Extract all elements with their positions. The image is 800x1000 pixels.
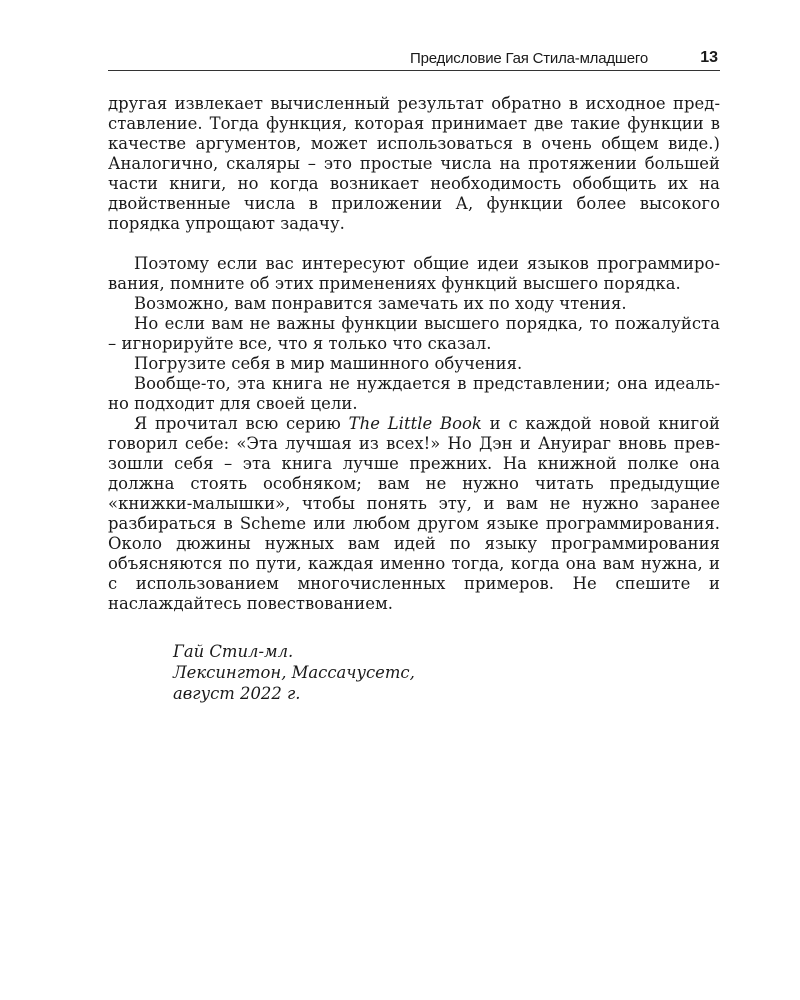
signature-block bbox=[173, 641, 415, 704]
paragraph: Погрузите себя в мир машинного обучения. bbox=[134, 354, 523, 373]
paragraph-continued: другая извлекает вычисленный результат обратно в исходное представление. Тогда функция, которая принимает две такие функции в качестве аргументов, может использоваться в очень общем виде.) Аналогично, скаляры – это простые числа на протяжении большей части книги, но когда возникает необходимость обобщить их на двойственные числа в приложении А, функции более высокого порядка упрощают задачу. bbox=[108, 94, 720, 233]
paragraph: Вообще-то, эта книга не нуждается в представлении; она идеально подходит для своей цели. bbox=[108, 374, 720, 413]
running-header bbox=[108, 48, 720, 71]
signature-name: Гай Стил-мл. bbox=[173, 642, 294, 661]
paragraph-book-series bbox=[108, 414, 720, 614]
paragraph: Поэтому если вас интересуют общие идеи языков программирования, помните об этих применениях функций высшего порядка. bbox=[108, 254, 720, 293]
page-body bbox=[108, 94, 720, 614]
paragraph: Но если вам не важны функции высшего порядка, то пожалуйста – игнорируйте все, что я только что сказал. bbox=[108, 314, 720, 353]
paragraph: Возможно, вам понравится замечать их по ходу чтения. bbox=[134, 294, 627, 313]
book-series-title: The Little Book bbox=[348, 414, 482, 433]
signature-place: Лексингтон, Массачусетс, bbox=[173, 663, 415, 682]
signature-date: август 2022 г. bbox=[173, 684, 301, 703]
paragraph-text-after-title: и с каждой новой книгой говорил себе: «Эта лучшая из всех!» Но Дэн и Ануираг вновь превзошли себя – эта книга лучше прежних. На книжной полке она должна стоять особняком; вам не нужно читать предыдущие «книжки-малышки», чтобы понять эту, и вам не нужно заранее разбираться в Scheme или любом другом языке программирования. Около дюжины нужных вам идей по языку программирования объясняются по пути, каждая именно тогда, когда она вам нужна, и с использованием многочисленных примеров. Не спешите и наслаждайтесь повествованием. bbox=[108, 414, 720, 613]
page-number: 13 bbox=[700, 49, 718, 66]
paragraph-text-before-title: Я прочитал всю серию bbox=[134, 414, 349, 433]
running-header-title: Предисловие Гая Стила-младшего bbox=[410, 50, 648, 67]
